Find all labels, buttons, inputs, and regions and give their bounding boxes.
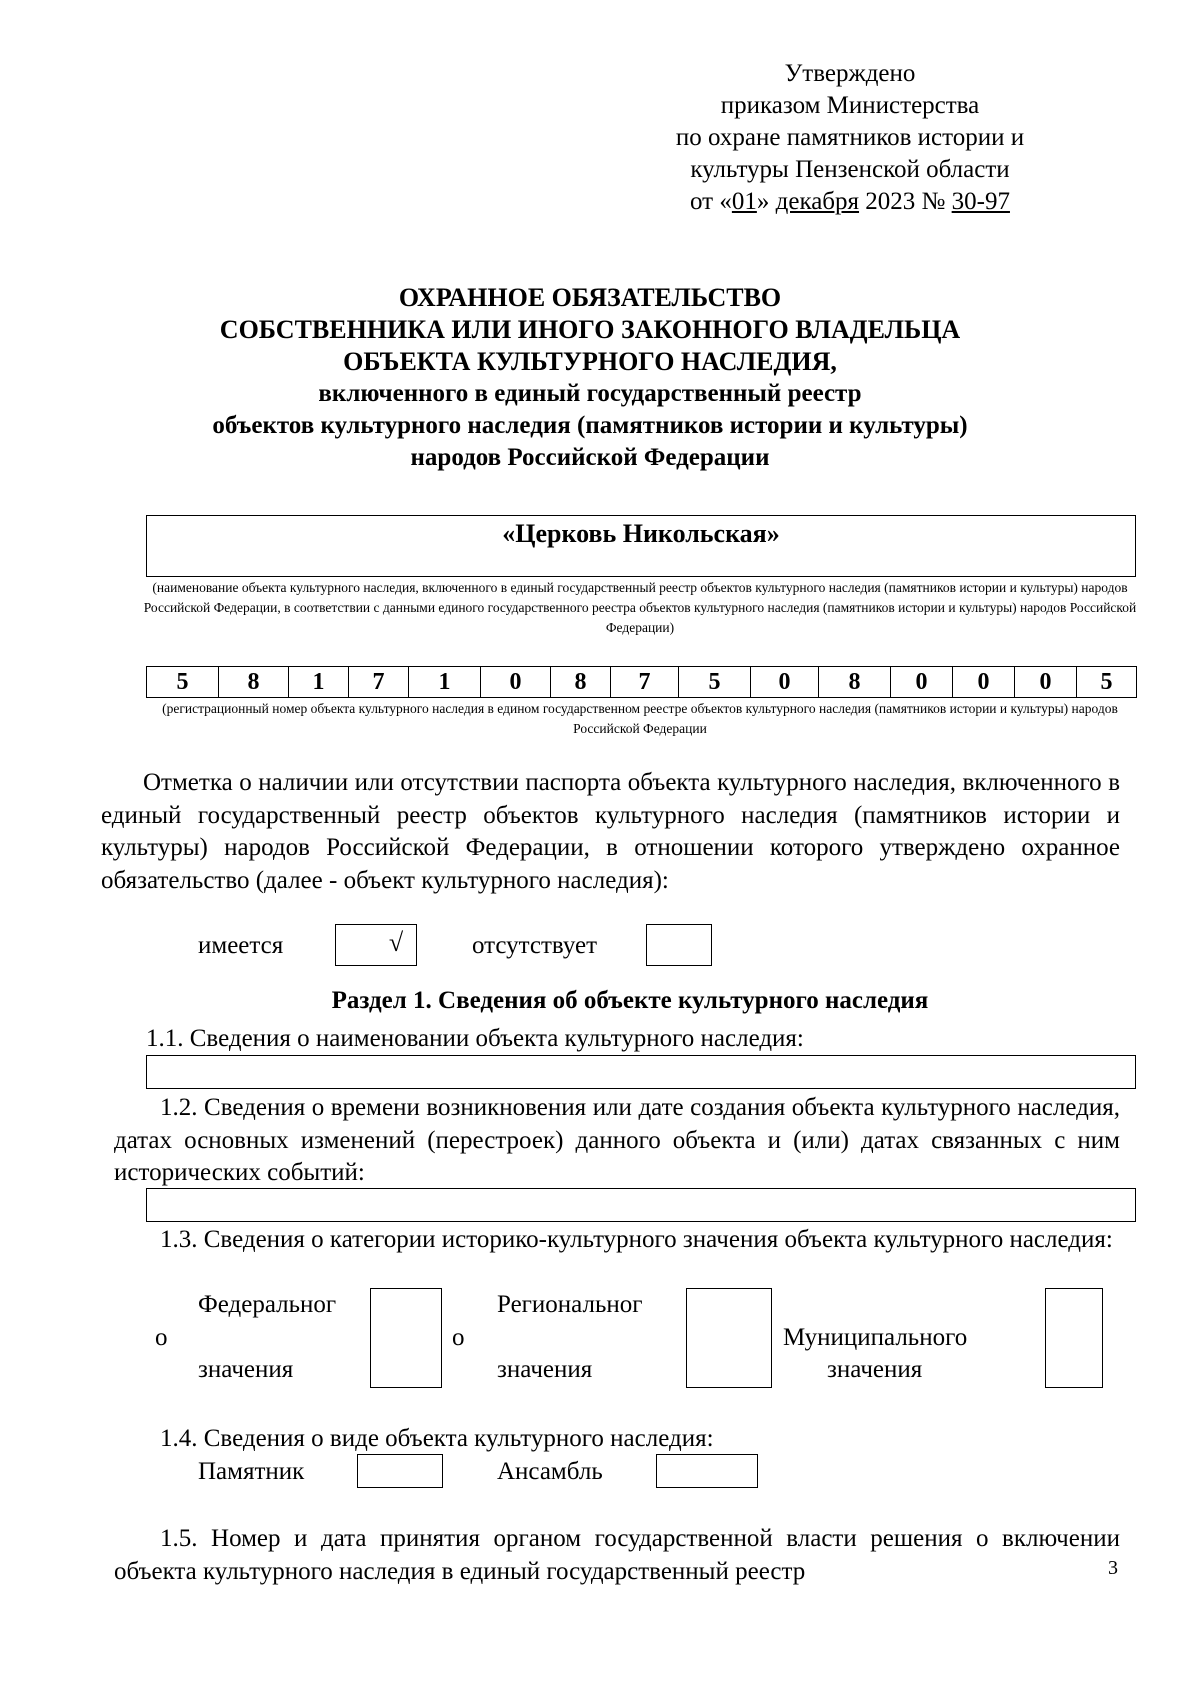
monument-label: Памятник	[198, 1458, 305, 1485]
reg-number-table	[146, 666, 1137, 698]
regional-label-part1: Региональног	[497, 1291, 643, 1318]
approval-date: от «01» декабря 2023 № 30-97	[690, 188, 1010, 215]
ensemble-checkbox[interactable]	[656, 1454, 758, 1488]
passport-absent-label: отсутствует	[472, 932, 598, 959]
regional-label-part2: о	[452, 1324, 465, 1351]
approval-number: 30-97	[951, 188, 1010, 215]
document-title: ОХРАННОЕ ОБЯЗАТЕЛЬСТВО СОБСТВЕННИКА ИЛИ ИНОГО ЗАКОННОГО ВЛАДЕЛЬЦА ОБЪЕКТА КУЛЬТУРНОГО НАСЛЕДИЯ, включенного в единый государственный реестр объектов культурного наследия (памятников истории и культуры) народов Российской Федерации	[212, 283, 968, 471]
s1-2-field[interactable]	[146, 1188, 1136, 1222]
reg-digit: 8	[551, 667, 611, 698]
s1-3-label: 1.3. Сведения о категории историко-культурного значения объекта культурного наследия:	[160, 1226, 1113, 1253]
passport-absent-checkbox[interactable]	[646, 924, 712, 966]
regional-label-part3: значения	[497, 1356, 593, 1383]
federal-label-part1: Федеральног	[198, 1291, 337, 1318]
object-name: «Церковь Никольская»	[502, 519, 780, 548]
approval-line-4: культуры Пензенской области	[690, 156, 1010, 183]
approval-line-2: приказом Министерства	[720, 92, 980, 119]
municipal-label-part2: значения	[827, 1356, 923, 1383]
passport-has-label: имеется	[198, 932, 284, 959]
federal-label-part2: о	[155, 1324, 168, 1351]
reg-digit: 8	[819, 667, 891, 698]
reg-digit: 5	[1077, 667, 1137, 698]
reg-digit: 0	[1015, 667, 1077, 698]
s1-2-label: 1.2. Сведения о времени возникновения или дате создания объекта культурного наследия, датах основных изменений (перестроек) данного объекта и (или) датах связанных с ним исторических событий:	[114, 1094, 1120, 1187]
regional-checkbox[interactable]	[686, 1288, 772, 1388]
approval-month: декабря	[775, 188, 860, 215]
s1-4-label: 1.4. Сведения о виде объекта культурного наследия:	[160, 1425, 714, 1452]
municipal-label-part1: Муниципального	[783, 1324, 968, 1351]
reg-digit: 5	[679, 667, 751, 698]
section-1-heading: Раздел 1. Сведения об объекте культурного наследия	[331, 987, 929, 1014]
reg-number-note: (регистрационный номер объекта культурного наследия в едином государственном реестре объектов культурного наследия (памятников истории и культуры) народов Российской Федерации	[162, 701, 1118, 736]
federal-label-part3: значения	[198, 1356, 294, 1383]
passport-has-checkbox[interactable]	[335, 924, 417, 966]
approval-day: 01	[731, 188, 757, 215]
object-name-field	[146, 515, 1136, 577]
s1-5-label: 1.5. Номер и дата принятия органом государственной власти решения о включении объекта культурного наследия в единый государственный реестр	[114, 1525, 1120, 1585]
municipal-checkbox[interactable]	[1045, 1288, 1103, 1388]
approval-line-3: по охране памятников истории и	[675, 124, 1025, 151]
checkmark-icon: √	[388, 928, 404, 957]
reg-digit: 1	[409, 667, 481, 698]
object-name-note: (наименование объекта культурного наследия, включенного в единый государственный реестр объектов культурного наследия (памятников истории и культуры) народов Российской Федерации, в соответствии с данными единого государственного реестра объектов культурного наследия (памятников истории и культуры) народов Российской Федерации)	[143, 580, 1137, 635]
passport-paragraph: Отметка о наличии или отсутствии паспорта объекта культурного наследия, включенного в единый государственный реестр объектов культурного наследия (памятников истории и культуры) народов Российской Федерации, в отношении которого утверждено охранное обязательство (далее - объект культурного наследия):	[101, 769, 1120, 894]
reg-digit: 7	[349, 667, 409, 698]
reg-digit: 0	[891, 667, 953, 698]
reg-digit: 8	[219, 667, 289, 698]
monument-checkbox[interactable]	[357, 1454, 443, 1488]
s1-1-field[interactable]	[146, 1055, 1136, 1089]
reg-digit: 7	[611, 667, 679, 698]
reg-digit: 0	[953, 667, 1015, 698]
page-number: 3	[1108, 1557, 1118, 1579]
ensemble-label: Ансамбль	[497, 1458, 603, 1485]
s1-1-label: 1.1. Сведения о наименовании объекта культурного наследия:	[146, 1025, 804, 1052]
reg-digit: 1	[289, 667, 349, 698]
approval-line-1: Утверждено	[784, 60, 916, 87]
approval-block	[600, 58, 1100, 218]
reg-digit: 0	[481, 667, 551, 698]
reg-digit: 0	[751, 667, 819, 698]
federal-checkbox[interactable]	[370, 1288, 442, 1388]
reg-digit: 5	[147, 667, 219, 698]
